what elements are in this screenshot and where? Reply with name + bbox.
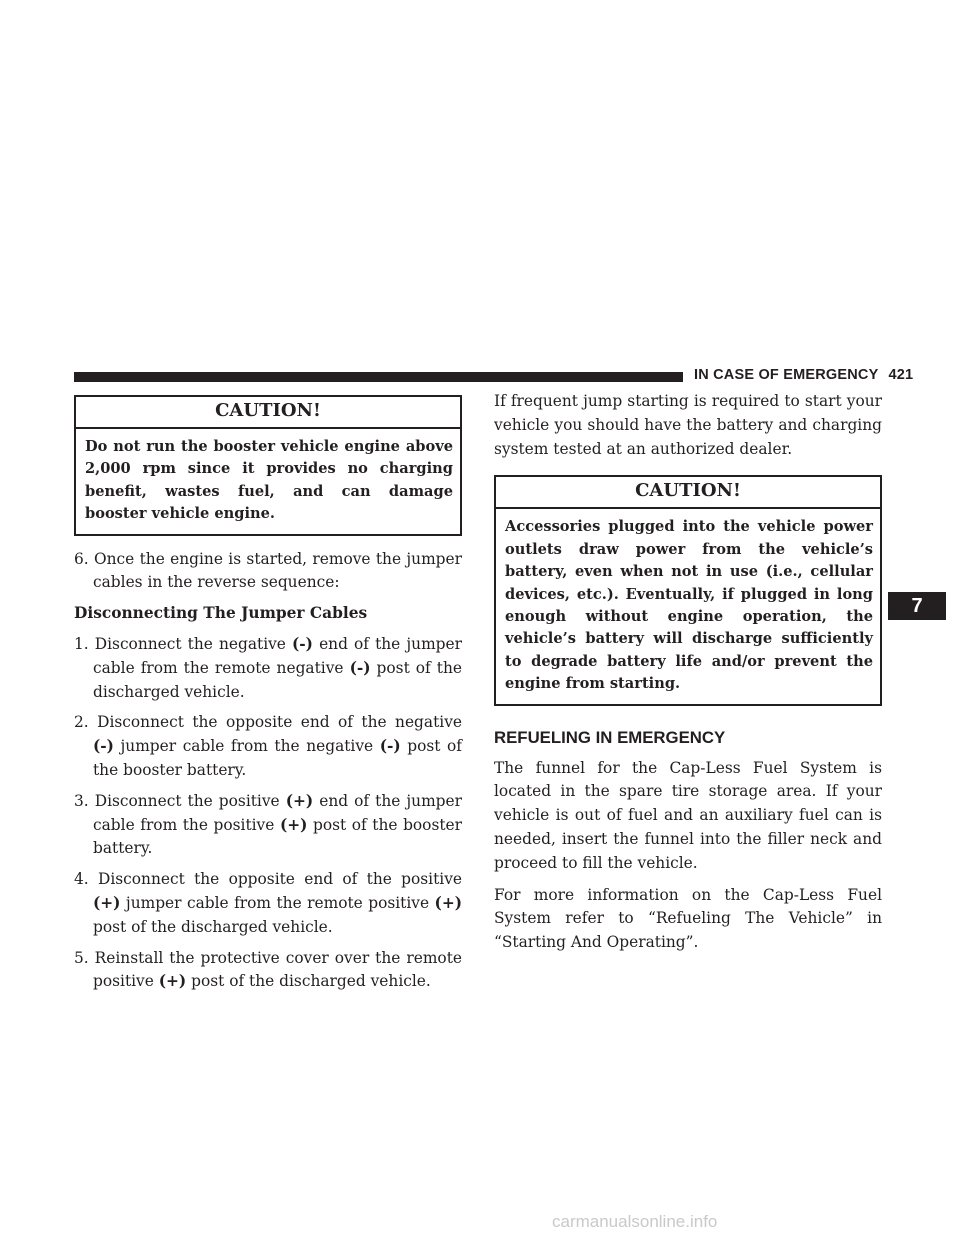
caution-box-accessories (494, 475, 882, 705)
left-column (74, 395, 462, 1001)
caution-title: CAUTION! (76, 397, 460, 429)
step-6: 6. Once the engine is started, remove the jumper cables in the reverse sequence: (74, 549, 462, 592)
disconnect-step-5: 5. Reinstall the protective cover over the remote positive (+) post of the discharged vehicle. (74, 948, 462, 991)
right-column (494, 390, 882, 955)
caution-box-booster (74, 395, 462, 536)
page-number: 421 (888, 367, 914, 383)
disconnect-step-2: 2. Disconnect the opposite end of the negative (-) jumper cable from the negative (-) post of the booster battery. (74, 713, 462, 779)
disconnect-step-1: 1. Disconnect the negative (-) end of the jumper cable from the remote negative (-) post of the discharged vehicle. (74, 635, 462, 701)
subheading-disconnecting: Disconnecting The Jumper Cables (74, 604, 368, 623)
section-heading-refueling: REFUELING IN EMERGENCY (494, 727, 726, 747)
chapter-tab: 7 (888, 592, 946, 620)
header-rule (74, 372, 683, 382)
disconnect-step-4: 4. Disconnect the opposite end of the positive (+) jumper cable from the remote positive (+) post of the discharged vehicle. (74, 870, 462, 936)
running-header (694, 367, 913, 383)
paragraph-more-info: For more information on the Cap-Less Fuel System refer to “Refueling The Vehicle” in “Starting And Operating”. (494, 885, 882, 952)
caution-body: Accessories plugged into the vehicle power outlets draw power from the vehicle’s battery, even when not in use (i.e., cellular devices, etc.). Eventually, if plugged in long enough without engine operation, the vehicle’s battery will discharge sufficiently to degrade battery life and/or prevent the engine from starting. (505, 518, 873, 693)
section-title: IN CASE OF EMERGENCY (694, 367, 879, 383)
caution-body: Do not run the booster vehicle engine above 2,000 rpm since it provides no charging benefit, wastes fuel, and can damage booster vehicle engine. (85, 438, 453, 523)
disconnect-step-3: 3. Disconnect the positive (+) end of the jumper cable from the positive (+) post of the booster battery. (74, 791, 462, 858)
caution-title: CAUTION! (496, 477, 880, 509)
watermark: carmanualsonline.info (552, 1212, 718, 1231)
paragraph-jump-starting: If frequent jump starting is required to start your vehicle you should have the battery and charging system tested at an authorized dealer. (494, 392, 882, 458)
paragraph-funnel: The funnel for the Cap-Less Fuel System is located in the spare tire storage area. If your vehicle is out of fuel and an auxiliary fuel can is needed, insert the funnel into the filler neck and proceed to fill the vehicle. (494, 758, 882, 872)
